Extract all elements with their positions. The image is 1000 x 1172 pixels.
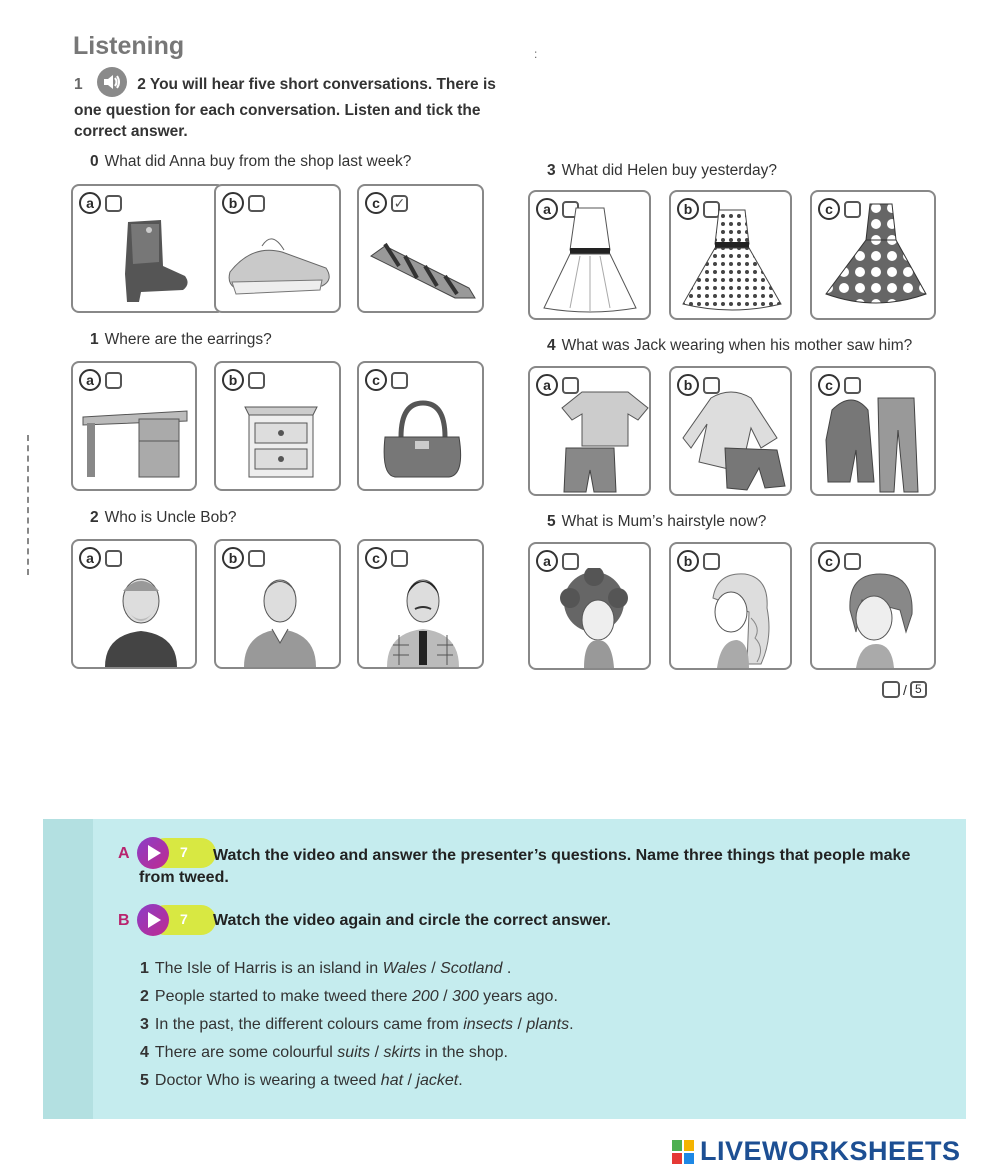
list-item: 5 Doctor Who is wearing a tweed hat / jacket. <box>140 1072 463 1089</box>
brand-logo <box>700 1136 961 1167</box>
curly-hair-icon <box>554 568 634 668</box>
handbag-icon <box>379 397 465 481</box>
tick-box[interactable] <box>248 195 265 212</box>
tick-box[interactable]: ✓ <box>391 195 408 212</box>
question-3: 3 What did Helen buy yesterday? <box>547 162 778 179</box>
list-item: 3 In the past, the different colours came from insects / plants. <box>140 1016 574 1033</box>
tick-box[interactable] <box>844 553 861 570</box>
option-card-5a[interactable]: a <box>528 542 651 670</box>
tick-box[interactable] <box>562 553 579 570</box>
task-b-instruction: Watch the video again and circle the correct answer. <box>213 912 611 929</box>
choice[interactable]: Wales <box>382 960 427 977</box>
choice[interactable]: hat <box>380 1072 404 1089</box>
score-total: 5 <box>910 681 927 698</box>
tick-box[interactable] <box>248 372 265 389</box>
question-2: 2 Who is Uncle Bob? <box>90 509 237 526</box>
exercise-number: 1 <box>74 76 83 94</box>
margin-dashed-line <box>27 435 31 575</box>
desk-icon <box>79 407 191 479</box>
option-card-4a[interactable]: a <box>528 366 651 496</box>
brand-name: LIVEWORKSHEETS <box>700 1136 961 1166</box>
question-5: 5 What is Mum’s hairstyle now? <box>547 513 767 530</box>
choice[interactable]: jacket <box>416 1072 459 1089</box>
man-in-jumper-icon <box>240 567 320 667</box>
score-box: / 5 <box>882 681 927 698</box>
option-card-0b[interactable]: b <box>214 184 341 313</box>
audio-speaker-icon[interactable] <box>97 67 127 97</box>
white-dress-icon <box>540 204 640 316</box>
exercise-instruction <box>74 70 504 142</box>
option-card-3c[interactable]: c <box>810 190 936 320</box>
instruction-text: You will hear five short conversations. There is one question for each conversation. Listen and tick the correct answer. <box>74 76 496 140</box>
tick-box[interactable] <box>105 195 122 212</box>
hoodie-and-jeans-icon <box>822 390 932 494</box>
choice[interactable]: 200 <box>411 988 439 1005</box>
option-card-1b[interactable]: b <box>214 361 341 491</box>
option-card-2c[interactable]: c <box>357 539 484 669</box>
man-in-checked-jacket-icon <box>383 565 463 667</box>
sandals-icon <box>365 226 480 306</box>
bedside-drawers-icon <box>241 401 321 481</box>
corner-mark: : <box>534 47 538 61</box>
question-0: 0 What did Anna buy from the shop last week? <box>90 153 412 170</box>
choice[interactable]: Scotland <box>440 960 503 977</box>
long-wavy-hair-icon <box>697 568 777 668</box>
track-number: 2 <box>137 76 146 94</box>
choice[interactable]: insects <box>463 1016 514 1033</box>
option-card-4b[interactable]: b <box>669 366 792 496</box>
question-1: 1 Where are the earrings? <box>90 331 272 348</box>
option-card-5c[interactable]: c <box>810 542 936 670</box>
choice[interactable]: suits <box>337 1044 371 1061</box>
option-card-3b[interactable]: b <box>669 190 792 320</box>
play-video-icon[interactable] <box>137 904 169 936</box>
list-item: 2 People started to make tweed there 200 / 300 years ago. <box>140 988 558 1005</box>
tick-box[interactable] <box>703 553 720 570</box>
list-item: 4 There are some colourful suits / skirts in the shop. <box>140 1044 508 1061</box>
option-card-0c[interactable]: c ✓ <box>357 184 484 313</box>
option-card-2a[interactable]: a <box>71 539 197 669</box>
task-b-label: B <box>118 912 130 929</box>
hoodie-and-shorts-icon <box>681 388 787 494</box>
bob-hair-icon <box>842 570 918 668</box>
tick-box[interactable] <box>391 372 408 389</box>
tshirt-and-shorts-icon <box>560 388 650 494</box>
option-card-3a[interactable]: a <box>528 190 651 320</box>
brand-icon <box>672 1140 694 1164</box>
option-card-1a[interactable]: a <box>71 361 197 491</box>
ankle-boot-icon <box>113 214 193 304</box>
question-4: 4 What was Jack wearing when his mother saw him? <box>547 337 913 354</box>
task-a-instruction: Watch the video and answer the presenter’s questions. Name three things that people make from tweed. <box>139 847 911 886</box>
spotted-dress-icon <box>679 204 785 316</box>
option-card-4c[interactable]: c <box>810 366 936 496</box>
score-input[interactable] <box>882 681 900 698</box>
video-track-number: 7 <box>180 911 188 927</box>
panel-strip <box>43 819 93 1119</box>
choice[interactable]: 300 <box>452 988 479 1005</box>
bearded-man-icon <box>101 571 181 667</box>
tick-box[interactable] <box>391 550 408 567</box>
big-spot-dress-icon <box>820 200 930 314</box>
tick-box[interactable] <box>248 550 265 567</box>
option-card-0a[interactable]: a <box>71 184 225 313</box>
option-card-2b[interactable]: b <box>214 539 341 669</box>
choice[interactable]: plants <box>526 1016 570 1033</box>
tick-box[interactable] <box>105 550 122 567</box>
task-a-label: A <box>118 845 130 862</box>
choice[interactable]: skirts <box>383 1044 421 1061</box>
list-item: 1 The Isle of Harris is an island in Wales / Scotland . <box>140 960 512 977</box>
trainers-icon <box>222 224 337 304</box>
tick-box[interactable] <box>105 372 122 389</box>
option-card-1c[interactable]: c <box>357 361 484 491</box>
option-card-5b[interactable]: b <box>669 542 792 670</box>
section-title: Listening <box>73 32 185 60</box>
video-track-number: 7 <box>180 844 188 860</box>
